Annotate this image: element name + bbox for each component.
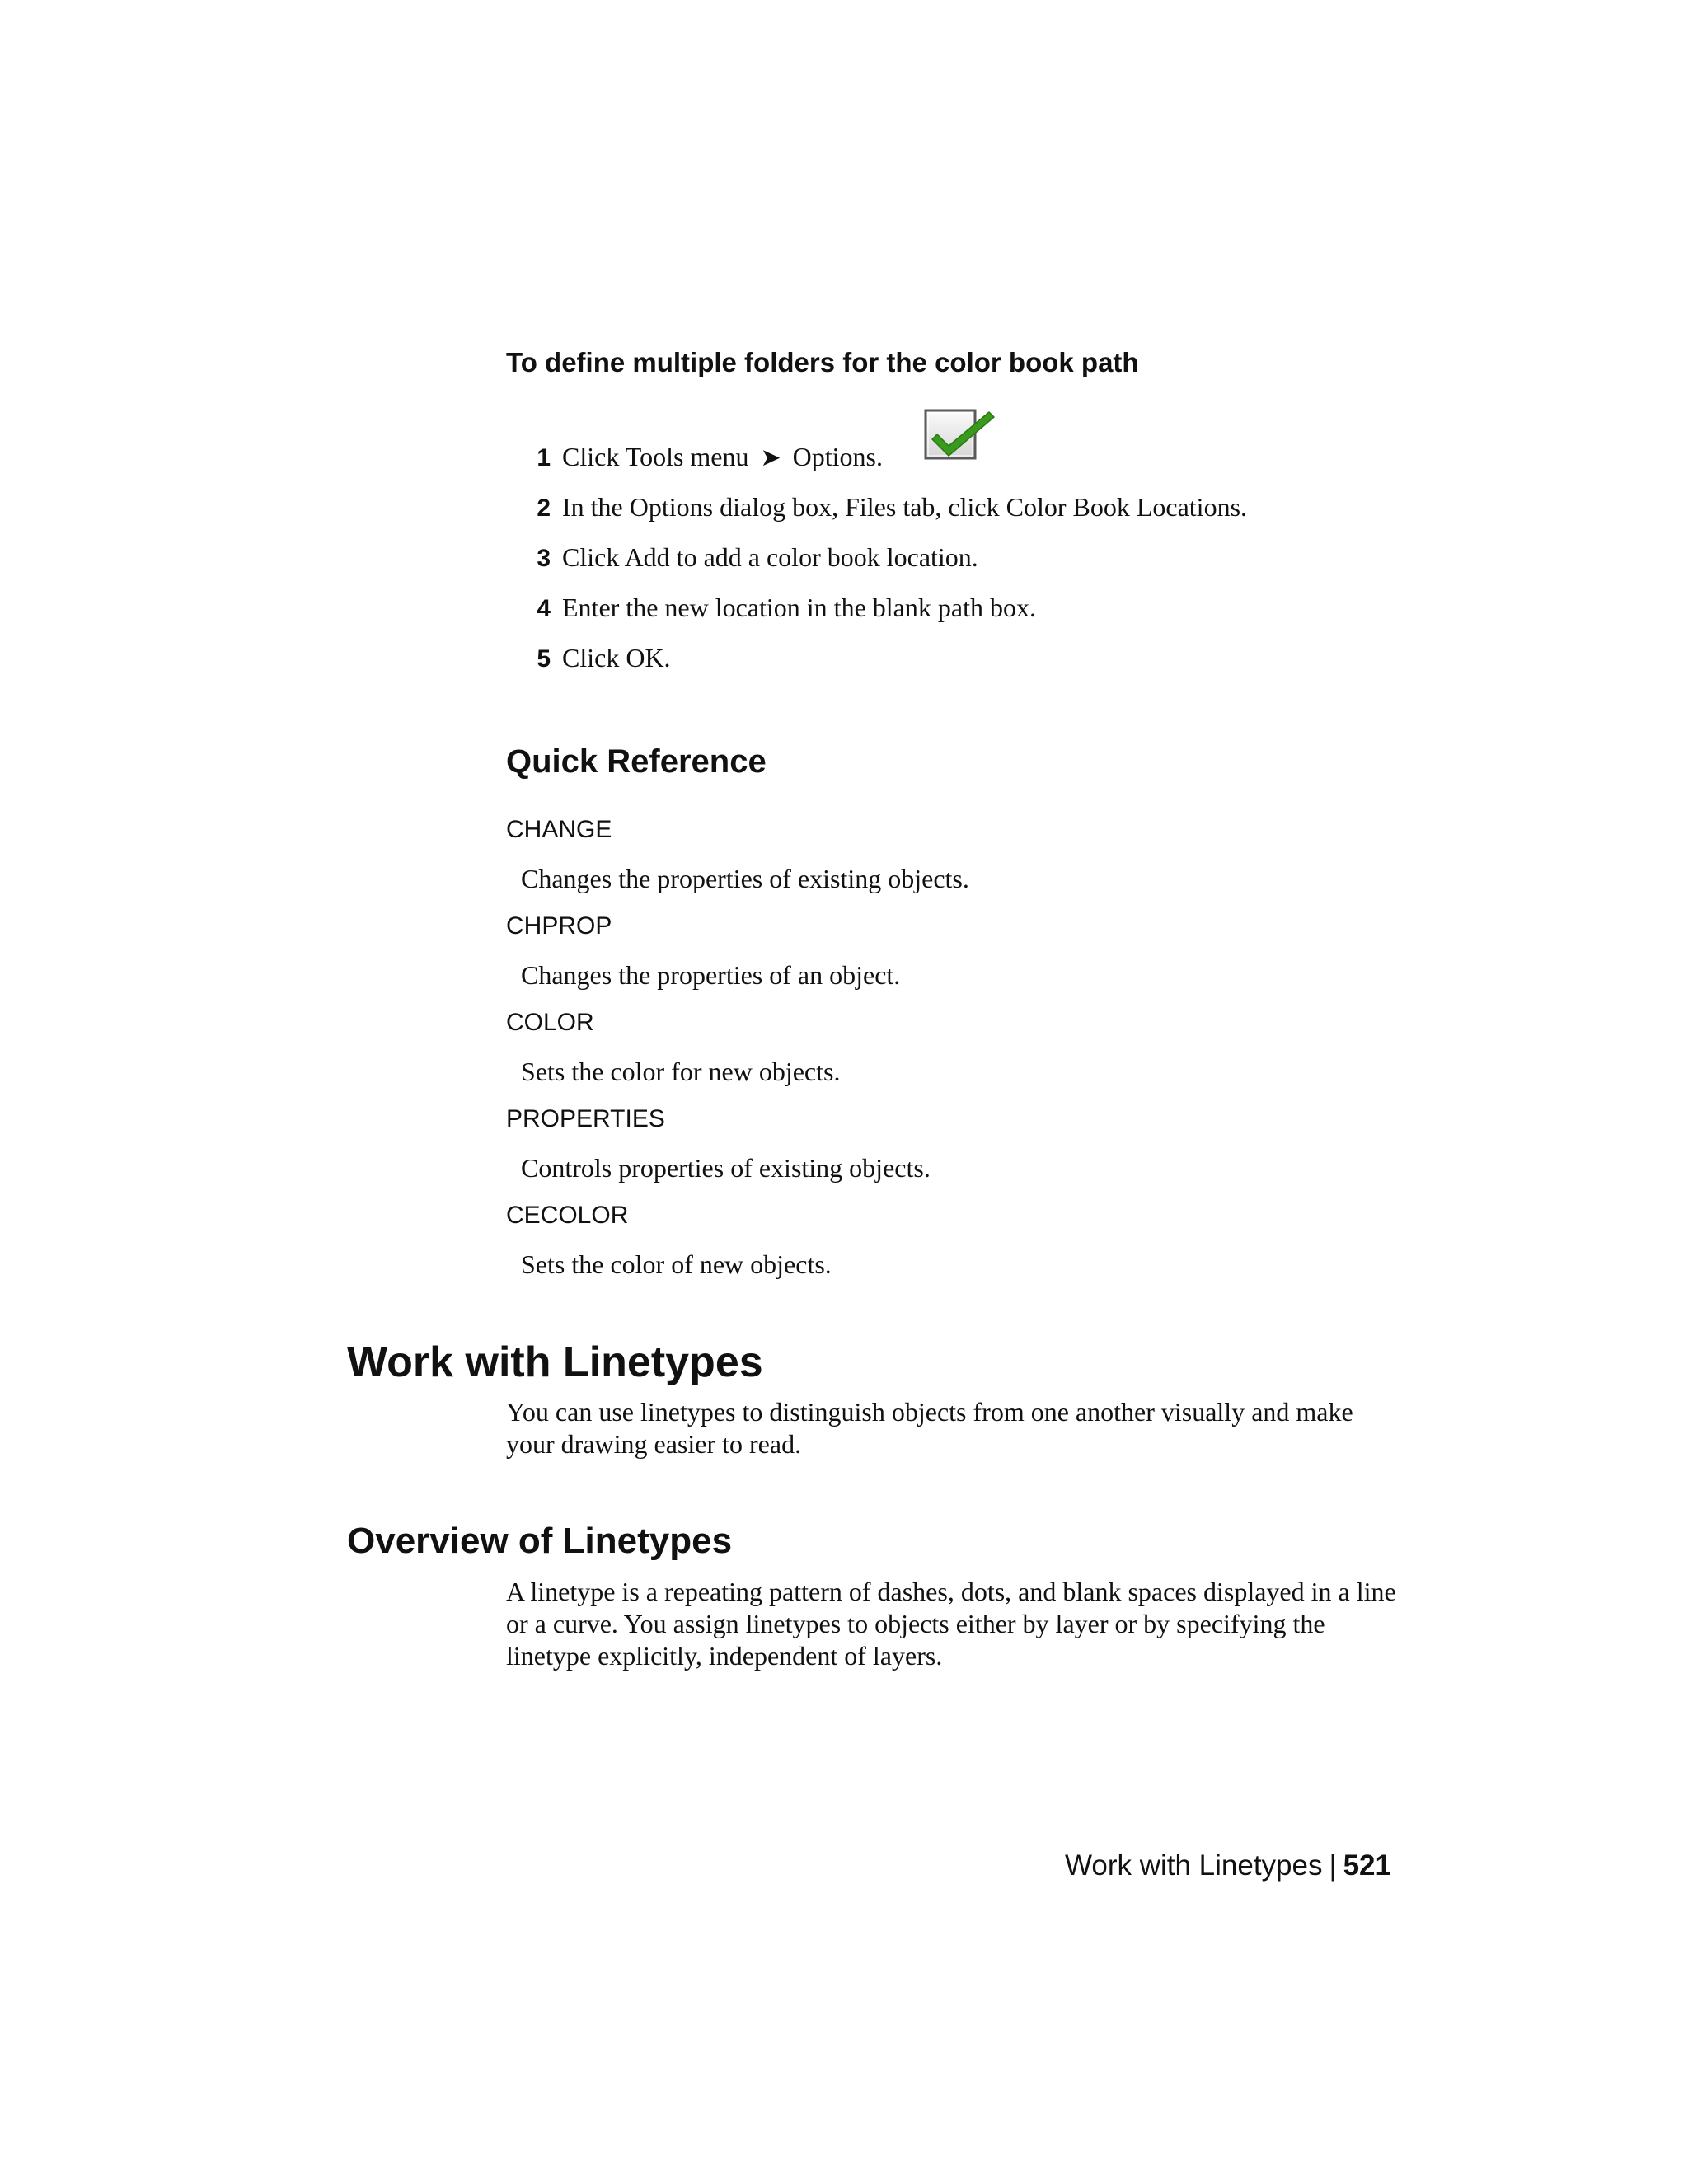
command-link-properties[interactable]: PROPERTIES	[506, 1105, 665, 1132]
section-body-work-with-linetypes: You can use linetypes to distinguish objects from one another visually and make your drawing easier to read.	[506, 1397, 1353, 1459]
command-description: Changes the properties of existing objects.	[521, 864, 969, 893]
page-footer	[907, 1848, 1391, 1884]
step-number: 1	[537, 444, 551, 471]
command-link-cecolor[interactable]: CECOLOR	[506, 1202, 629, 1229]
command-link-color[interactable]: COLOR	[506, 1009, 594, 1036]
command-description: Sets the color for new objects.	[521, 1057, 841, 1086]
step-number: 2	[537, 494, 551, 522]
step-4	[506, 593, 1413, 632]
footer-separator: |	[1329, 1849, 1337, 1882]
step-text: Enter the new location in the blank path box.	[562, 593, 1036, 622]
command-description: Sets the color of new objects.	[521, 1249, 832, 1279]
command-link-chprop[interactable]: CHPROP	[506, 912, 612, 940]
step-number: 4	[537, 595, 551, 622]
step-number: 5	[537, 645, 551, 673]
menu-arrow-icon: ➤	[760, 444, 781, 471]
section-heading-work-with-linetypes: Work with Linetypes	[347, 1338, 763, 1386]
step-text: Click Tools menu	[562, 442, 749, 471]
step-number: 3	[537, 545, 551, 572]
step-text: In the Options dialog box, Files tab, click Color Book Locations.	[562, 492, 1248, 522]
footer-section-title: Work with Linetypes	[1064, 1849, 1323, 1882]
quick-reference-heading: Quick Reference	[506, 743, 767, 780]
step-3	[506, 542, 1413, 582]
step-text: Click Add to add a color book location.	[562, 542, 978, 572]
command-description: Controls properties of existing objects.	[521, 1153, 931, 1183]
step-text: Click OK.	[562, 643, 671, 673]
page-number: 521	[1343, 1849, 1391, 1882]
procedure-title: To define multiple folders for the color book path	[506, 347, 1139, 377]
checkbox-checked-icon	[923, 407, 996, 463]
section-body-overview-of-linetypes: A linetype is a repeating pattern of dashes, dots, and blank spaces displayed in a line or a curve. You assign linetypes to objects either by layer or by specifying the linetype explicitly, independent of layers.	[506, 1577, 1396, 1671]
step-text-options: Options.	[792, 442, 883, 471]
step-5	[506, 643, 1413, 682]
step-2	[506, 492, 1413, 532]
command-link-change[interactable]: CHANGE	[506, 816, 612, 843]
command-description: Changes the properties of an object.	[521, 960, 901, 990]
section-heading-overview-of-linetypes: Overview of Linetypes	[347, 1521, 733, 1561]
